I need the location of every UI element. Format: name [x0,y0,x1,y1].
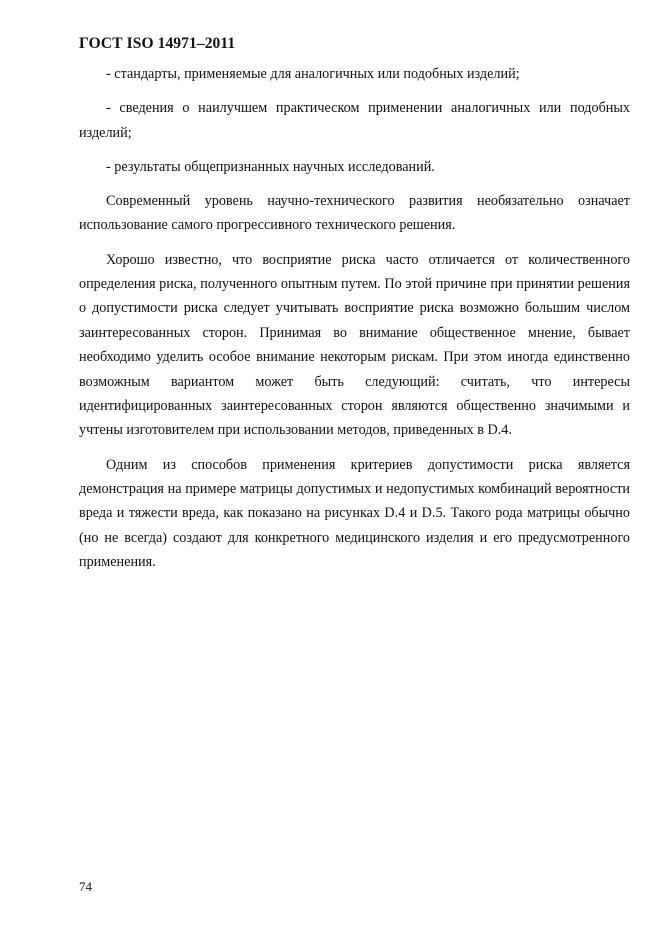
paragraph-risk-matrix: Одним из способов применения критериев допустимости риска является демонстрация на примере матрицы допустимых и недопустимых комбинаций вероятности вреда и тяжести вреда, как показано на рисунках D.4 и D.5. Такого рода матрицы обычно (но не всегда) создают для конкретного медицинского изделия и его предусмотренного применения. [79,456,630,571]
list-item-best-practice: - сведения о наилучшем практическом применении аналогичных или подобных изделий; [79,100,630,141]
list-item-research: - результаты общепризнанных научных исследований. [106,158,435,175]
paragraph-state-of-art: Современный уровень научно-технического развития необязательно означает использование самого прогрессивного технического решения. [79,193,630,234]
document-body [79,62,630,585]
page-number: 74 [79,879,92,894]
list-item-standards: - стандарты, применяемые для аналогичных или подобных изделий; [106,66,520,82]
paragraph-risk-perception: Хорошо известно, что восприятие риска часто отличается от количественного определения риска, полученного опытным путем. По этой причине при принятии решения о допустимости риска следует учитывать восприятие риска возможно большим числом заинтересованных сторон. Принимая во внимание общественное мнение, бывает необходимо уделить особое внимание некоторым рискам. При этом иногда единственно возможным вариантом может быть следующий: считать, что интересы идентифицированных заинтересованных сторон являются общественно значимыми и учтены изготовителем при использовании методов, приведенных в D.4. [79,251,630,439]
document-header: ГОСТ ISO 14971–2011 [79,35,236,52]
